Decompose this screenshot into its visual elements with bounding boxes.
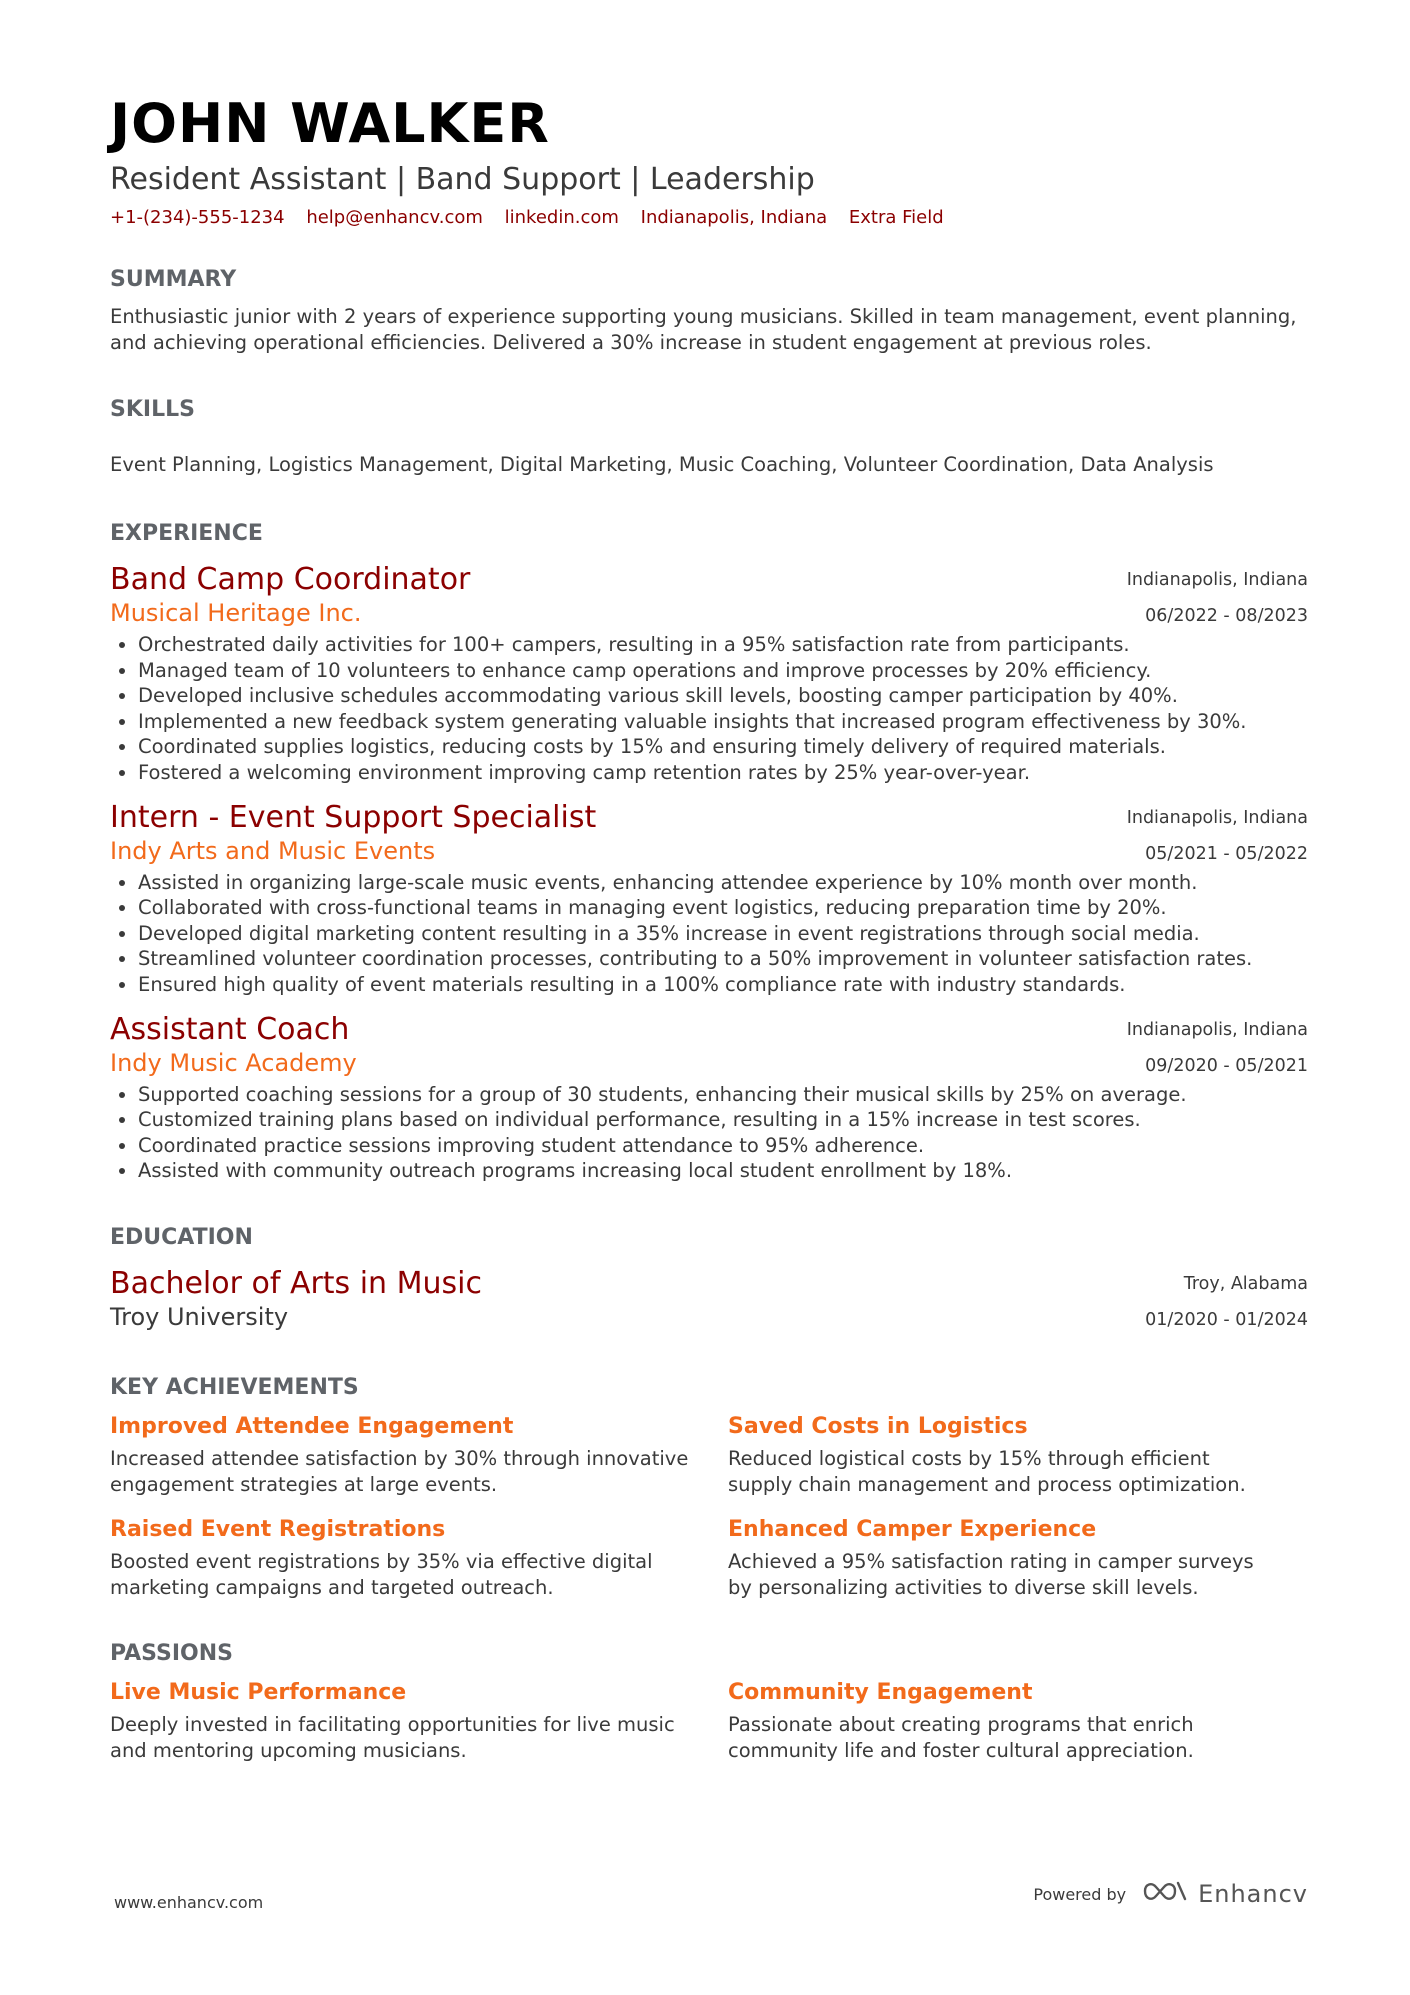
list-item: • Assisted in organizing large-scale music events, enhancing attendee experience by 10% month over month.	[138, 870, 1308, 896]
contact-linkedin[interactable]: linkedin.com	[504, 207, 619, 228]
summary-text: Enthusiastic junior with 2 years of experience supporting young musicians. Skilled in team management, event planning, and achieving operational efficiencies. Delivered a 30% increase in student engagement at previous roles.	[110, 305, 1297, 354]
job-company: Musical Heritage Inc.	[110, 599, 362, 627]
job-dates: 06/2022 - 08/2023	[1145, 606, 1308, 626]
list-item: • Developed digital marketing content resulting in a 35% increase in event registrations through social media.	[138, 921, 1308, 947]
list-item: • Collaborated with cross-functional teams in managing event logistics, reducing preparation time by 20%.	[138, 895, 1308, 921]
enhancv-logo-icon	[1142, 1878, 1188, 1910]
education-entry	[110, 1266, 1308, 1332]
job-bullets	[110, 1082, 1308, 1184]
list-item: • Coordinated practice sessions improving student attendance to 95% adherence.	[138, 1133, 1308, 1159]
achievement-item	[110, 1515, 728, 1600]
resume-page	[110, 92, 1308, 1781]
summary-heading: SUMMARY	[110, 267, 237, 292]
education-heading: EDUCATION	[110, 1224, 253, 1250]
contact-email[interactable]: help@enhancv.com	[306, 207, 483, 228]
passion-item	[110, 1678, 728, 1763]
candidate-headline: Resident Assistant | Band Support | Leadership	[110, 162, 815, 197]
contact-phone[interactable]: +1-(234)-555-1234	[110, 207, 285, 228]
passion-title: Live Music Performance	[110, 1680, 407, 1706]
candidate-name: JOHN WALKER	[110, 92, 550, 155]
passion-desc: Passionate about creating programs that enrich community life and foster cultural appreciation.	[728, 1713, 1194, 1762]
achievements-grid	[110, 1412, 1308, 1618]
experience-heading: EXPERIENCE	[110, 521, 263, 546]
list-item: • Ensured high quality of event materials resulting in a 100% compliance rate with industry standards.	[138, 972, 1308, 998]
list-item: • Streamlined volunteer coordination processes, contributing to a 50% improvement in volunteer satisfaction rates.	[138, 946, 1308, 972]
education-meta	[1145, 1266, 1308, 1338]
footer-branding	[1033, 1878, 1308, 1910]
skills-text: Event Planning, Logistics Management, Digital Marketing, Music Coaching, Volunteer Coordination, Data Analysis	[110, 453, 1214, 476]
footer-website[interactable]: www.enhancv.com	[114, 1893, 264, 1912]
job-title: Assistant Coach	[110, 1011, 350, 1047]
education-section	[110, 1224, 1308, 1332]
education-dates: 01/2020 - 01/2024	[1145, 1309, 1308, 1330]
powered-by-label: Powered by	[1033, 1884, 1127, 1904]
job-location: Indianapolis, Indiana	[1126, 807, 1308, 828]
contact-extra-field: Extra Field	[848, 207, 944, 228]
job-bullets	[110, 632, 1308, 786]
achievement-title: Enhanced Camper Experience	[728, 1517, 1097, 1543]
job-title: Band Camp Coordinator	[110, 562, 471, 597]
achievement-desc: Boosted event registrations by 35% via effective digital marketing campaigns and targeted outreach.	[110, 1550, 653, 1599]
passions-section	[110, 1640, 1308, 1781]
achievement-desc: Reduced logistical costs by 15% through efficient supply chain management and process optimization.	[728, 1446, 1246, 1496]
summary-section	[110, 266, 1308, 356]
achievements-heading: KEY ACHIEVEMENTS	[110, 1374, 359, 1400]
resume-header	[110, 92, 1308, 230]
achievement-desc: Achieved a 95% satisfaction rating in camper surveys by personalizing activities to diverse skill levels.	[728, 1550, 1254, 1599]
achievement-title: Raised Event Registrations	[110, 1517, 446, 1543]
achievement-item	[728, 1412, 1308, 1497]
contact-location: Indianapolis, Indiana	[640, 207, 828, 228]
job-entry	[110, 562, 1308, 786]
achievement-desc: Increased attendee satisfaction by 30% through innovative engagement strategies at large events.	[110, 1446, 689, 1496]
passion-item	[728, 1678, 1308, 1763]
list-item: • Implemented a new feedback system generating valuable insights that increased program effectiveness by 30%.	[138, 709, 1308, 735]
achievement-item	[728, 1515, 1308, 1600]
list-item: • Customized training plans based on individual performance, resulting in a 15% increase in test scores.	[138, 1107, 1308, 1133]
job-dates: 05/2021 - 05/2022	[1145, 843, 1308, 864]
achievement-item	[110, 1412, 728, 1497]
list-item: • Assisted with community outreach programs increasing local student enrollment by 18%.	[138, 1158, 1308, 1184]
passion-title: Community Engagement	[728, 1680, 1033, 1706]
job-meta	[1127, 562, 1308, 634]
skills-section	[110, 396, 1308, 478]
passions-grid	[110, 1678, 1308, 1781]
job-location: Indianapolis, Indiana	[1126, 570, 1308, 590]
achievement-title: Saved Costs in Logistics	[728, 1413, 1028, 1439]
brand-link[interactable]	[1142, 1878, 1308, 1910]
degree-title: Bachelor of Arts in Music	[110, 1265, 482, 1301]
job-bullets	[110, 870, 1308, 998]
job-entry	[110, 800, 1308, 998]
list-item: • Orchestrated daily activities for 100+ campers, resulting in a 95% satisfaction rate from participants.	[138, 632, 1308, 658]
job-dates: 09/2020 - 05/2021	[1145, 1055, 1308, 1076]
job-meta	[1127, 800, 1308, 872]
job-title: Intern - Event Support Specialist	[110, 799, 597, 835]
job-location: Indianapolis, Indiana	[1126, 1019, 1308, 1040]
list-item: • Supported coaching sessions for a group of 30 students, enhancing their musical skills by 25% on average.	[138, 1082, 1308, 1108]
job-company: Indy Music Academy	[110, 1048, 357, 1077]
passions-heading: PASSIONS	[110, 1641, 233, 1667]
list-item: • Fostered a welcoming environment improving camp retention rates by 25% year-over-year.	[138, 760, 1308, 786]
school-name: Troy University	[110, 1302, 289, 1331]
list-item: • Managed team of 10 volunteers to enhance camp operations and improve processes by 20% efficiency.	[138, 658, 1308, 684]
skills-heading: SKILLS	[110, 397, 195, 422]
passion-desc: Deeply invested in facilitating opportunities for live music and mentoring upcoming musicians.	[110, 1713, 675, 1762]
contact-line	[110, 206, 1308, 230]
list-item: • Developed inclusive schedules accommodating various skill levels, boosting camper participation by 40%.	[138, 683, 1308, 709]
experience-section	[110, 520, 1308, 1184]
job-company: Indy Arts and Music Events	[110, 836, 436, 865]
job-entry	[110, 1012, 1308, 1184]
brand-name: Enhancv	[1198, 1880, 1308, 1908]
achievement-title: Improved Attendee Engagement	[110, 1413, 514, 1439]
achievements-section	[110, 1374, 1308, 1618]
education-location: Troy, Alabama	[1183, 1273, 1308, 1294]
list-item: • Coordinated supplies logistics, reducing costs by 15% and ensuring timely delivery of required materials.	[138, 734, 1308, 760]
job-meta	[1127, 1012, 1308, 1084]
